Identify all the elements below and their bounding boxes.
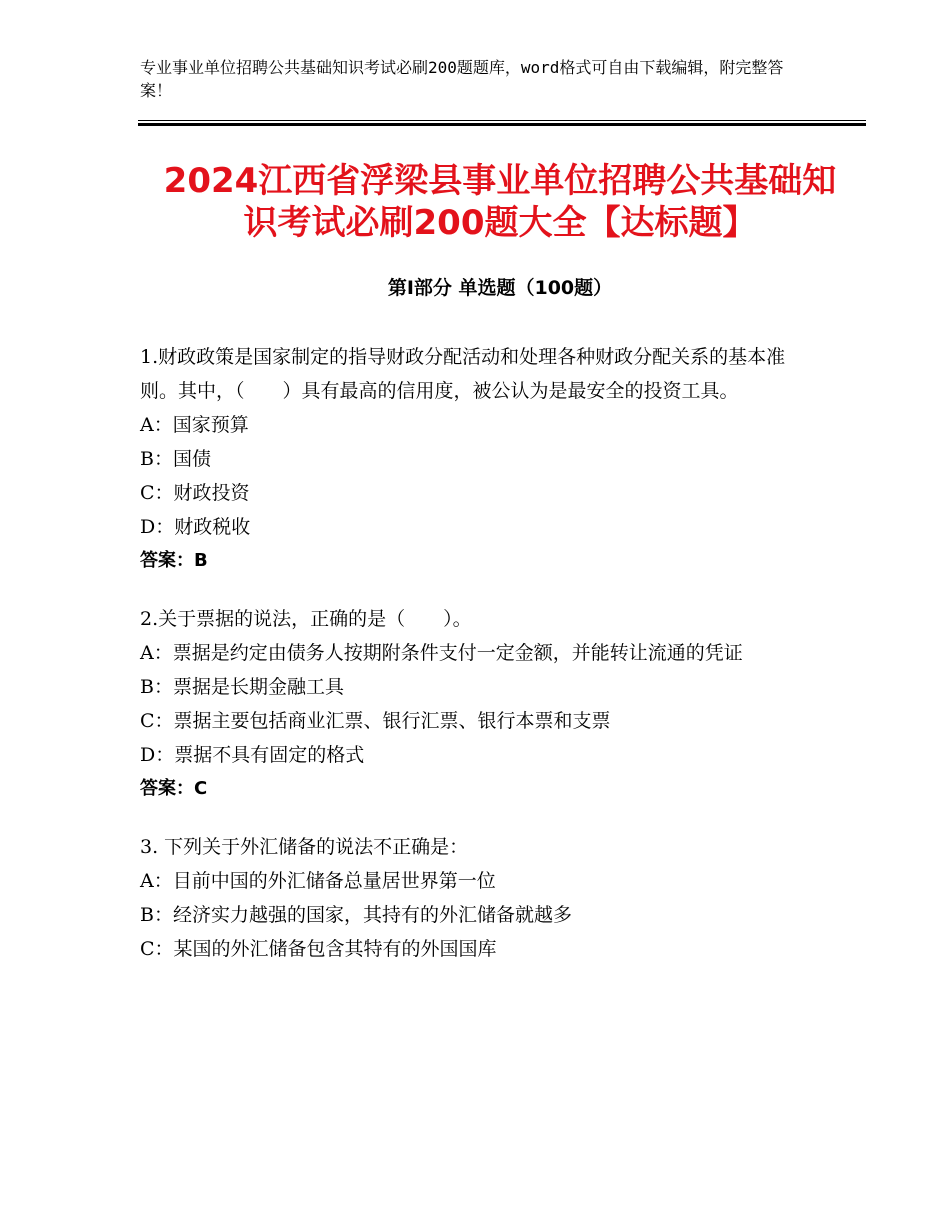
question-option: A：国家预算	[140, 414, 249, 436]
question-stem: 3. 下列关于外汇储备的说法不正确是：	[140, 836, 469, 858]
question-answer: 答案：B	[140, 550, 208, 571]
question-option: D：票据不具有固定的格式	[140, 744, 365, 766]
question-option: B：经济实力越强的国家，其持有的外汇储备就越多	[140, 904, 572, 926]
question-option: A：票据是约定由债务人按期附条件支付一定金额，并能转让流通的凭证	[140, 642, 743, 664]
document-title	[130, 160, 870, 244]
document-title-line-1: 2024江西省浮梁县事业单位招聘公共基础知	[163, 161, 837, 201]
question-stem: 2.关于票据的说法，正确的是（ ）。	[140, 608, 472, 630]
question-1	[140, 340, 810, 578]
question-option: C：某国的外汇储备包含其特有的外国国库	[140, 938, 497, 960]
section-heading: 第Ⅰ部分 单选题（100题）	[387, 277, 613, 299]
question-option: C：票据主要包括商业汇票、银行汇票、银行本票和支票	[140, 710, 611, 732]
question-option: B：国债	[140, 448, 211, 470]
question-2	[140, 602, 810, 806]
question-stem: 1.财政政策是国家制定的指导财政分配活动和处理各种财政分配关系的基本准则。其中，（ ）具有最高的信用度，被公认为是最安全的投资工具。	[140, 346, 786, 402]
question-list	[140, 340, 810, 990]
question-option: D：财政税收	[140, 516, 251, 538]
question-option: A：目前中国的外汇储备总量居世界第一位	[140, 870, 496, 892]
header-rule-thin	[138, 120, 866, 121]
question-answer: 答案：C	[140, 778, 208, 799]
question-3	[140, 830, 810, 966]
document-title-line-2: 识考试必刷200题大全【达标题】	[243, 203, 757, 243]
question-option: C：财政投资	[140, 482, 250, 504]
header-note: 专业事业单位招聘公共基础知识考试必刷200题题库，word格式可自由下载编辑，附完整答案！	[140, 58, 784, 100]
header-rule-thick	[138, 123, 866, 126]
question-option: B：票据是长期金融工具	[140, 676, 344, 698]
